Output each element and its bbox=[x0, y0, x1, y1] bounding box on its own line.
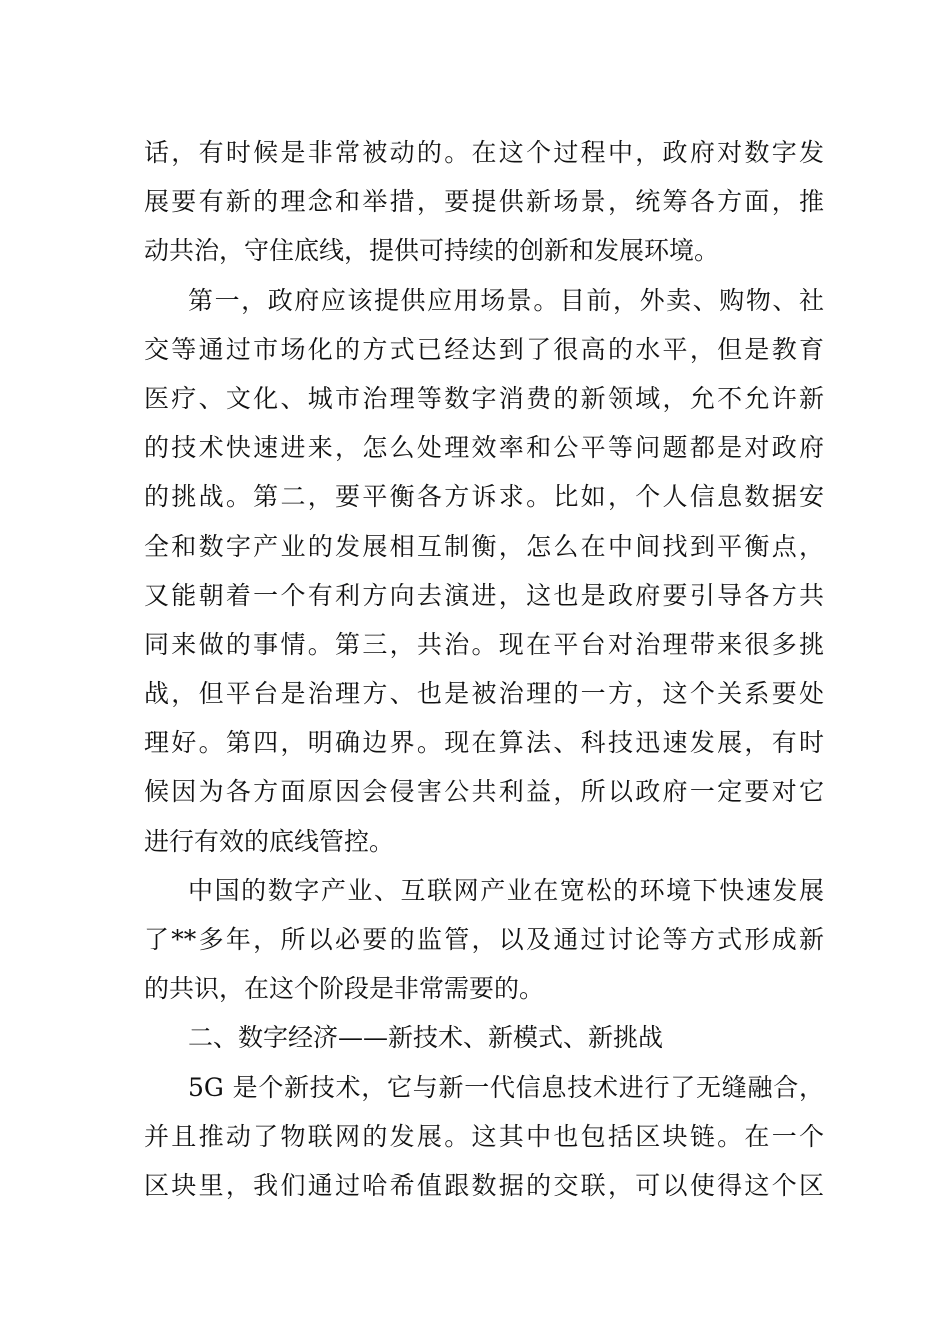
text-line-16: 中国的数字产业、互联网产业在宽松的环境下快速发展 bbox=[188, 875, 824, 905]
section-heading: 二、数字经济——新技术、新模式、新挑战 bbox=[188, 1023, 664, 1053]
text-line-20: 5G 是个新技术，它与新一代信息技术进行了无缝融合， bbox=[188, 1072, 824, 1102]
text-line-18: 的共识，在这个阶段是非常需要的。 bbox=[144, 974, 545, 1004]
text-line-10: 又能朝着一个有利方向去演进，这也是政府要引导各方共 bbox=[144, 580, 824, 610]
text-line-14: 候因为各方面原因会侵害公共利益，所以政府一定要对它 bbox=[144, 777, 824, 807]
text-line-5: 交等通过市场化的方式已经达到了很高的水平，但是教育 bbox=[144, 334, 824, 364]
text-line-9: 全和数字产业的发展相互制衡，怎么在中间找到平衡点， bbox=[144, 531, 824, 561]
document-body bbox=[144, 128, 824, 1210]
text-line-21: 并且推动了物联网的发展。这其中也包括区块链。在一个 bbox=[144, 1121, 824, 1151]
text-line-22: 区块里，我们通过哈希值跟数据的交联，可以使得这个区 bbox=[144, 1170, 824, 1200]
text-line-6: 医疗、文化、城市治理等数字消费的新领域，允不允许新 bbox=[144, 383, 824, 413]
text-line-3: 动共治，守住底线，提供可持续的创新和发展环境。 bbox=[144, 236, 720, 266]
text-line-4: 第一，政府应该提供应用场景。目前，外卖、购物、社 bbox=[188, 285, 824, 315]
text-line-15: 进行有效的底线管控。 bbox=[144, 826, 395, 856]
text-line-8: 的挑战。第二，要平衡各方诉求。比如，个人信息数据安 bbox=[144, 482, 824, 512]
text-line-17: 了**多年，所以必要的监管，以及通过讨论等方式形成新 bbox=[144, 925, 824, 954]
text-line-1: 话，有时候是非常被动的。在这个过程中，政府对数字发 bbox=[144, 138, 824, 167]
text-line-11: 同来做的事情。第三，共治。现在平台对治理带来很多挑 bbox=[144, 629, 824, 659]
text-line-13: 理好。第四，明确边界。现在算法、科技迅速发展，有时 bbox=[144, 728, 824, 758]
text-line-2: 展要有新的理念和举措，要提供新场景，统筹各方面，推 bbox=[144, 187, 824, 217]
text-line-12: 战，但平台是治理方、也是被治理的一方，这个关系要处 bbox=[144, 679, 824, 709]
text-line-7: 的技术快速进来，怎么处理效率和公平等问题都是对政府 bbox=[144, 433, 824, 463]
